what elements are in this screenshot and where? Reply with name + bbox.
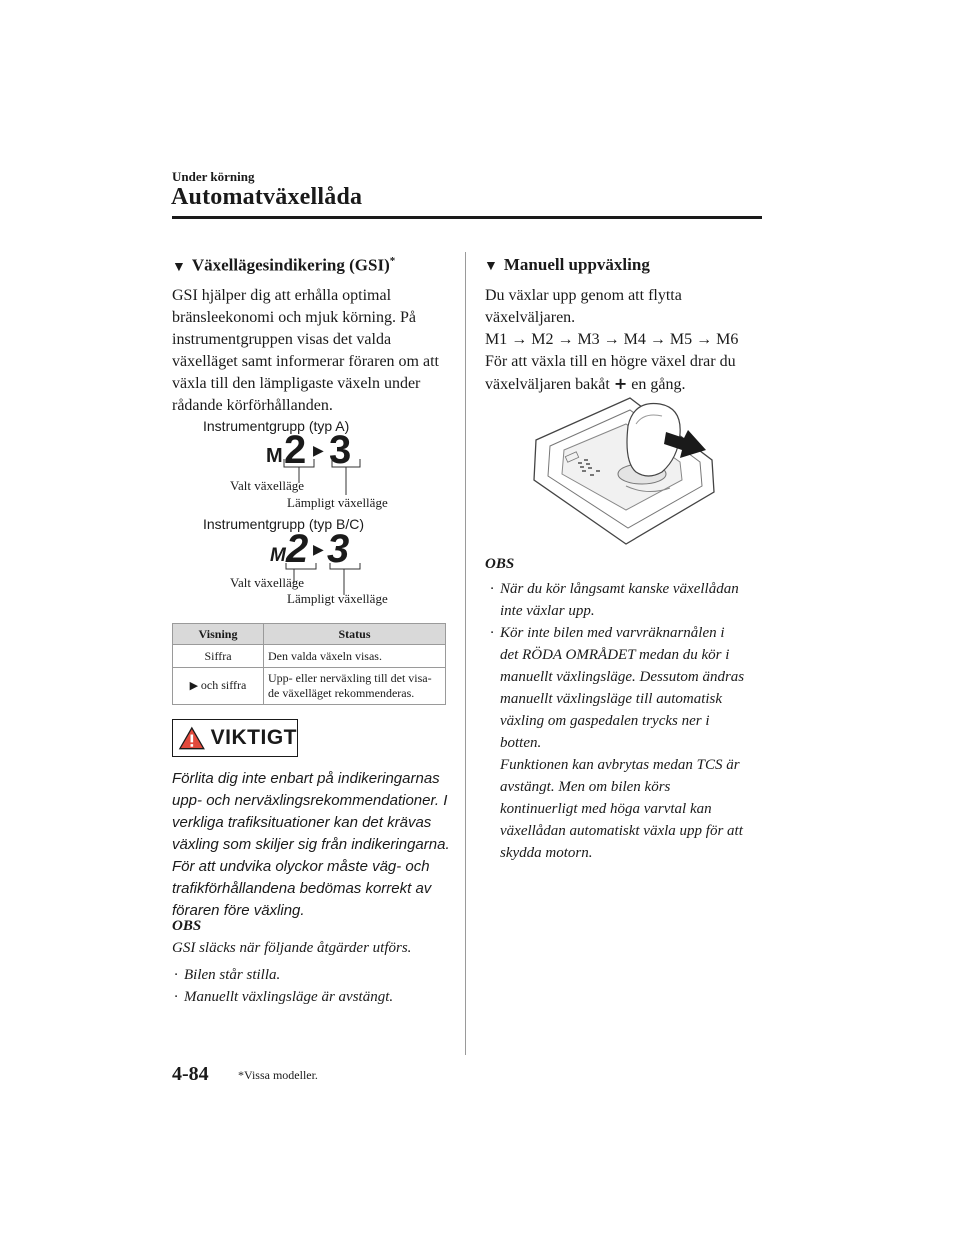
gsi-heading-text: Växellägesindikering (GSI) xyxy=(191,255,390,275)
warning-line: verkliga trafiksituationer kan det krävas xyxy=(172,814,432,831)
list-item-line: det RÖDA OMRÅDET medan du kör i xyxy=(500,647,730,663)
paragraph-line: För att växla till en högre växel drar du xyxy=(485,353,736,370)
list-item-line: avstängt. Men om bilen körs xyxy=(500,779,671,795)
bullet-icon: · xyxy=(174,989,178,1005)
list-item xyxy=(488,622,768,864)
upshift-arrow-icon: ▶ xyxy=(189,680,201,692)
upshift-arrow-icon: ▶ xyxy=(313,541,324,557)
warning-line: Förlita dig inte enbart på indikeringarnas xyxy=(172,770,440,787)
note-intro: GSI släcks när följande åtgärder utförs. xyxy=(172,940,412,956)
upshift-heading-text: Manuell uppväxling xyxy=(503,255,650,274)
warning-box xyxy=(172,719,298,757)
warning-line: upp- och nerväxlingsrekommendationer. I xyxy=(172,792,448,809)
table-row xyxy=(173,645,446,668)
warning-text xyxy=(172,768,464,922)
paragraph-line: växelväljaren. xyxy=(485,309,576,326)
current-gear: 2 xyxy=(286,527,309,571)
section-label: Under körning xyxy=(172,169,255,184)
title-rule xyxy=(172,216,762,219)
warning-triangle-icon xyxy=(177,723,207,753)
table-cell: Den valda växeln visas. xyxy=(264,645,446,668)
list-item-line: Kör inte bilen med varvräknarnålen i xyxy=(500,625,725,641)
page-number: 4-84 xyxy=(172,1063,209,1085)
warning-title: VIKTIGT xyxy=(210,726,297,749)
list-item-line: manuellt växlingsläge. Dessutom ändras xyxy=(500,669,745,685)
status-line: Upp- eller nerväxling till det visa- xyxy=(268,671,432,685)
table-cell xyxy=(173,668,264,705)
bullet-icon: · xyxy=(174,967,178,983)
list-item-line: växling om gaspedalen trycks ner i xyxy=(500,713,710,729)
list-item-line: skydda motorn. xyxy=(500,845,593,861)
paragraph-line: växelläget samt informerar föraren om att xyxy=(172,353,439,370)
list-item-line: botten. xyxy=(500,735,542,751)
plus-icon: + xyxy=(613,374,628,393)
shift-lever-illustration xyxy=(530,396,720,546)
bullet-icon: · xyxy=(490,625,494,641)
table-cell xyxy=(264,668,446,705)
warning-line: För att undvika olyckor måste väg- och xyxy=(172,858,430,875)
current-gear: 2 xyxy=(284,428,307,472)
table-header: Visning xyxy=(173,624,264,645)
upshift-heading xyxy=(484,255,650,275)
gsi-heading xyxy=(172,255,395,276)
callout-suggested-gear: Lämpligt växelläge xyxy=(287,591,388,606)
line-text: växelväljaren bakåt xyxy=(485,376,610,393)
mode-indicator: M xyxy=(270,545,286,566)
column-divider xyxy=(465,252,466,1055)
list-item-line: manuellt växlingsläge till automatisk xyxy=(500,691,723,707)
bullet-icon: · xyxy=(490,581,494,597)
list-item xyxy=(172,986,462,1008)
table-header: Status xyxy=(264,624,446,645)
warning-line: föraren före växling. xyxy=(172,902,305,919)
table-cell: Siffra xyxy=(173,645,264,668)
warning-line: trafikförhållandena bedömas korrekt av xyxy=(172,880,432,897)
note-list xyxy=(172,964,462,1008)
gsi-status-table xyxy=(172,623,446,705)
list-item-line: Funktionen kan avbrytas medan TCS är xyxy=(500,757,740,773)
callout-selected-gear: Valt växelläge xyxy=(230,478,304,493)
list-item-line: kontinuerligt med höga varvtal kan xyxy=(500,801,712,817)
figure-bc-label: Instrumentgrupp (typ B/C) xyxy=(203,516,365,532)
list-item-line: inte växlar upp. xyxy=(500,603,595,619)
paragraph-line: GSI hjälper dig att erhålla optimal xyxy=(172,287,392,304)
figure-a-label: Instrumentgrupp (typ A) xyxy=(203,418,350,434)
page-title: Automatväxellåda xyxy=(171,184,363,210)
note-list xyxy=(488,578,768,864)
gsi-paragraph xyxy=(172,285,457,417)
list-item-text: Bilen står stilla. xyxy=(184,967,281,983)
paragraph-line: bränsleekonomi och mjuk körning. På xyxy=(172,309,416,326)
list-item xyxy=(172,964,462,986)
note-title: OBS xyxy=(172,918,202,934)
footnote: *Vissa modeller. xyxy=(238,1068,318,1082)
callout-selected-gear: Valt växelläge xyxy=(230,575,304,590)
list-item xyxy=(488,578,768,622)
paragraph-line: rådande körförhållanden. xyxy=(172,397,333,414)
status-line: de växelläget rekommenderas. xyxy=(268,686,415,700)
paragraph-line xyxy=(485,373,765,396)
warning-line: växling som skiljer sig från indikeringarna. xyxy=(172,836,450,853)
upshift-paragraph xyxy=(485,285,765,396)
upshift-arrow-icon: ▶ xyxy=(313,442,324,458)
paragraph-line: växla till den lämpligaste växeln under xyxy=(172,375,421,392)
triangle-down-icon: ▼ xyxy=(172,259,186,275)
line-text: en gång. xyxy=(631,376,686,393)
note-title: OBS xyxy=(485,556,515,572)
paragraph-line: Du växlar upp genom att flytta xyxy=(485,287,682,304)
suggested-gear: 3 xyxy=(327,527,350,571)
asterisk-superscript: * xyxy=(389,255,396,267)
suggested-gear: 3 xyxy=(329,428,352,472)
display-text: och siffra xyxy=(200,678,247,692)
list-item-line: växellådan automatiskt växla upp för att xyxy=(500,823,743,839)
paragraph-line: M1 → M2 → M3 → M4 → M5 → M6 xyxy=(485,331,739,348)
list-item-text: Manuellt växlingsläge är avstängt. xyxy=(184,989,394,1005)
paragraph-line: instrumentgruppen visas det valda xyxy=(172,331,392,348)
table-row xyxy=(173,668,446,705)
mode-indicator: M xyxy=(266,445,283,467)
triangle-down-icon: ▼ xyxy=(484,259,498,274)
callout-suggested-gear: Lämpligt växelläge xyxy=(287,495,388,510)
table-header-row xyxy=(173,624,446,645)
list-item-line: När du kör långsamt kanske växellådan xyxy=(500,581,739,597)
